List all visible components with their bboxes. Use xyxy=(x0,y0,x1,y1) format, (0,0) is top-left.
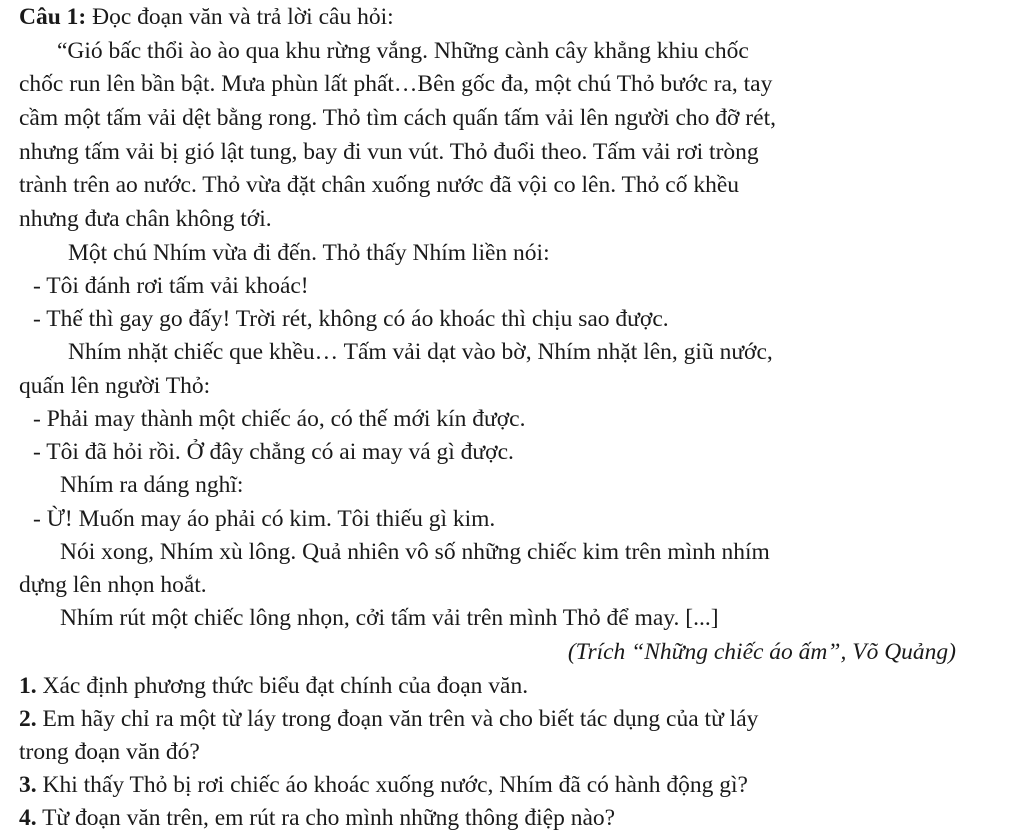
question-3 xyxy=(19,770,748,800)
passage-line: - Ừ! Muốn may áo phải có kim. Tôi thiếu gì kim. xyxy=(33,506,496,532)
question-number: 4. xyxy=(19,805,37,831)
passage-line: - Tôi đánh rơi tấm vải khoác! xyxy=(33,273,309,299)
question-1 xyxy=(19,671,528,701)
question-4 xyxy=(19,803,615,833)
passage-line: Nói xong, Nhím xù lông. Quả nhiên vô số những chiếc kim trên mình nhím xyxy=(60,539,770,565)
passage-line: Nhím nhặt chiếc que khều… Tấm vải dạt vào bờ, Nhím nhặt lên, giũ nước, xyxy=(68,339,773,365)
passage-line: Một chú Nhím vừa đi đến. Thỏ thấy Nhím liền nói: xyxy=(68,240,550,266)
passage-line: - Thế thì gay go đấy! Trời rét, không có áo khoác thì chịu sao được. xyxy=(33,306,669,332)
passage-line: quấn lên người Thỏ: xyxy=(19,373,211,399)
exercise-heading xyxy=(19,2,394,32)
passage-line: “Gió bấc thổi ào ào qua khu rừng vắng. Những cành cây khẳng khiu chốc xyxy=(57,38,749,64)
question-number: 3. xyxy=(19,772,37,798)
heading-label: Câu 1: xyxy=(19,4,87,30)
question-text: Khi thấy Thỏ bị rơi chiếc áo khoác xuống nước, Nhím đã có hành động gì? xyxy=(42,772,748,798)
question-text: Xác định phương thức biểu đạt chính của đoạn văn. xyxy=(42,673,529,699)
question-2 xyxy=(19,704,758,734)
passage-line: Nhím ra dáng nghĩ: xyxy=(60,472,244,498)
question-2-continuation: trong đoạn văn đó? xyxy=(19,739,200,765)
passage-line: nhưng đưa chân không tới. xyxy=(19,206,272,232)
passage-source: (Trích “Những chiếc áo ấm”, Võ Quảng) xyxy=(567,639,956,665)
passage-line: Nhím rút một chiếc lông nhọn, cởi tấm vải trên mình Thỏ để may. [...] xyxy=(60,605,719,631)
passage-line: cầm một tấm vải dệt bằng rong. Thỏ tìm cách quấn tấm vải lên người cho đỡ rét, xyxy=(19,105,776,131)
question-number: 2. xyxy=(19,706,37,732)
passage-line: - Phải may thành một chiếc áo, có thế mới kín được. xyxy=(33,406,526,432)
question-number: 1. xyxy=(19,673,37,699)
passage-line: nhưng tấm vải bị gió lật tung, bay đi vun vút. Thỏ đuổi theo. Tấm vải rơi tròng xyxy=(19,139,759,165)
passage-line: - Tôi đã hỏi rồi. Ở đây chẳng có ai may vá gì được. xyxy=(33,439,514,465)
question-text: Từ đoạn văn trên, em rút ra cho mình những thông điệp nào? xyxy=(42,805,616,831)
question-text: Em hãy chỉ ra một từ láy trong đoạn văn trên và cho biết tác dụng của từ láy xyxy=(42,706,759,732)
passage-line: chốc run lên bần bật. Mưa phùn lất phất…Bên gốc đa, một chú Thỏ bước ra, tay xyxy=(19,71,773,97)
heading-instruction: Đọc đoạn văn và trả lời câu hỏi: xyxy=(92,4,394,30)
passage-line: dựng lên nhọn hoắt. xyxy=(19,572,207,598)
passage-line: trành trên ao nước. Thỏ vừa đặt chân xuống nước đã vội co lên. Thỏ cố khều xyxy=(19,172,739,198)
